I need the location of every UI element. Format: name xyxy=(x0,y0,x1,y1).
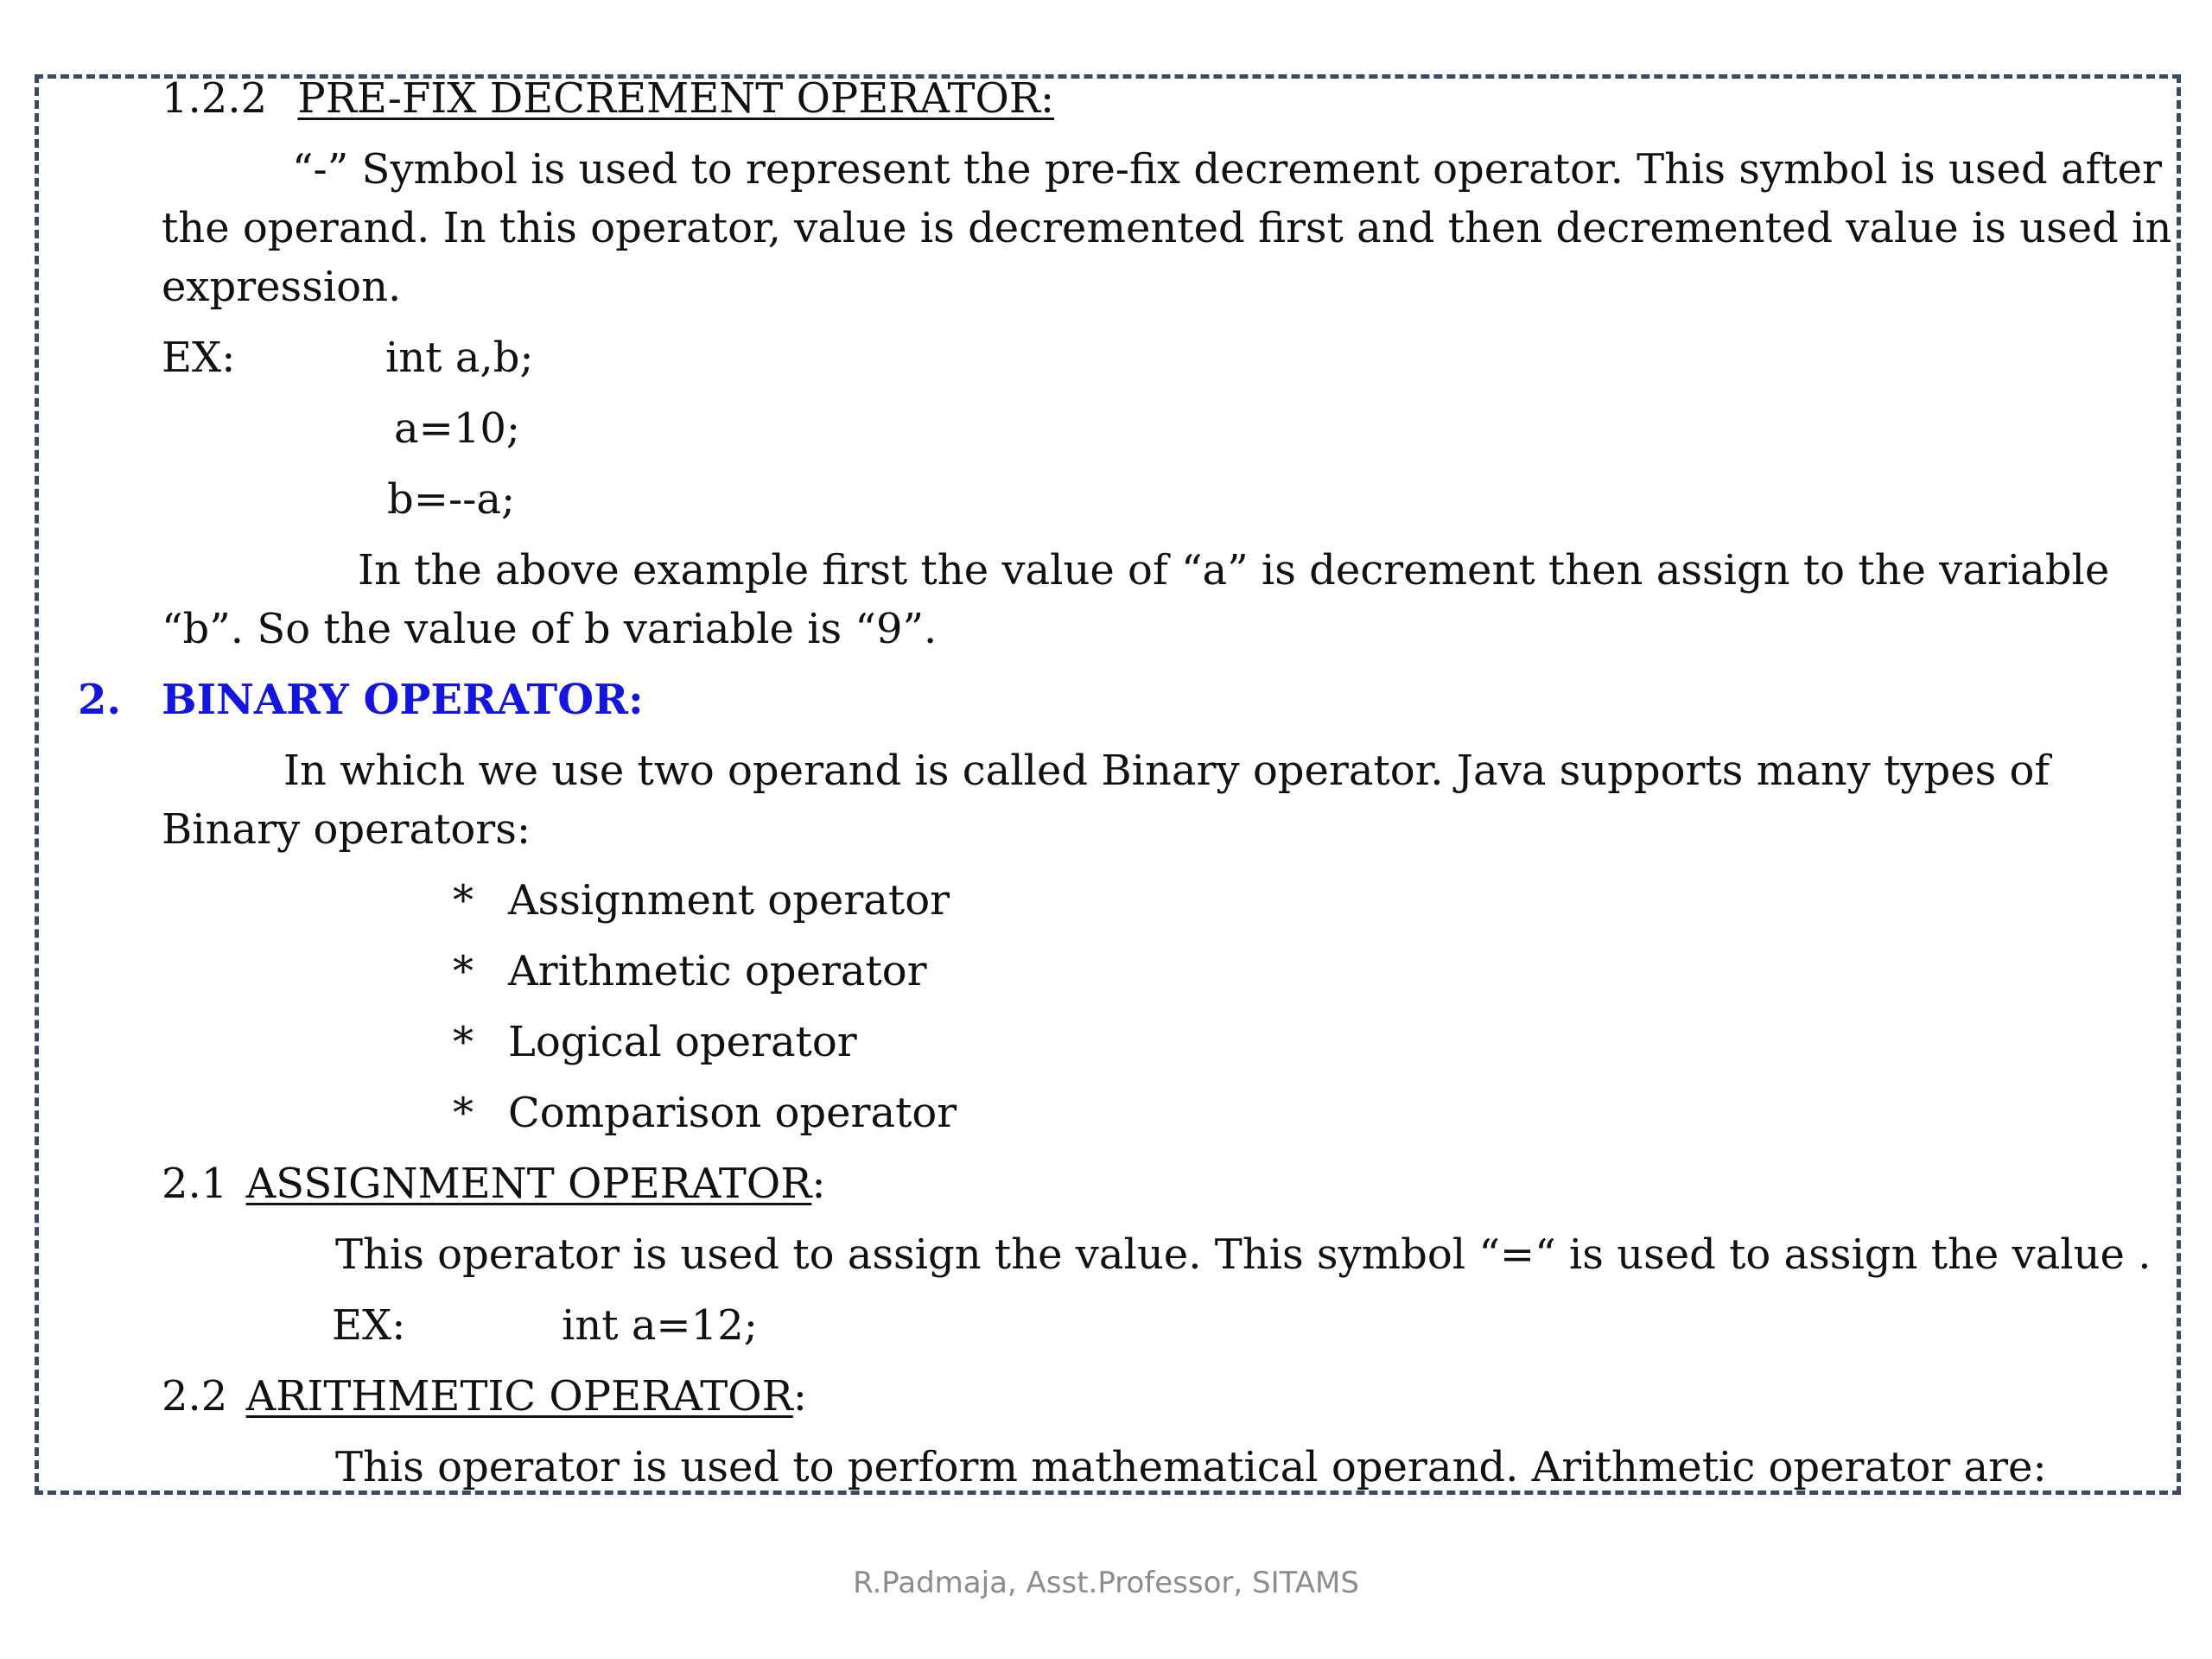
footer-credit: R.Padmaja, Asst.Professor, SITAMS xyxy=(853,1566,1359,1600)
list-item: Logical operator xyxy=(508,1018,857,1066)
section-2-para-line2: Binary operators: xyxy=(162,805,531,854)
section-122-code-line2: a=10; xyxy=(394,404,521,453)
section-122-explain-line1: In the above example first the value of “a” is decrement then assign to the variable xyxy=(358,546,2110,594)
section-22-title: ARITHMETIC OPERATOR xyxy=(245,1372,793,1421)
section-21-ex-label: EX: xyxy=(332,1301,406,1350)
section-122-para-line1: “-” Symbol is used to represent the pre-fix decrement operator. This symbol is used after xyxy=(292,145,2162,194)
section-122-explain-line2: “b”. So the value of b variable is “9”. xyxy=(162,605,938,653)
section-2-number: 2. xyxy=(78,676,122,724)
section-122-para-line3: expression. xyxy=(162,263,402,311)
section-122-ex-label: EX: xyxy=(162,334,236,382)
section-22-number: 2.2 xyxy=(162,1372,228,1421)
bullet-symbol: * xyxy=(453,1018,474,1066)
section-21-title: ASSIGNMENT OPERATOR xyxy=(245,1160,812,1208)
section-21-number: 2.1 xyxy=(162,1160,228,1208)
section-122-para-line2: the operand. In this operator, value is decremented first and then decremented value is used in xyxy=(162,204,2172,252)
section-22-para: This operator is used to perform mathematical operand. Arithmetic operator are: xyxy=(335,1443,2047,1491)
section-22-colon: : xyxy=(792,1372,807,1421)
section-122-code-line1: int a,b; xyxy=(385,334,534,382)
bullet-symbol: * xyxy=(453,947,474,995)
section-2-para-line1: In which we use two operand is called Binary operator. Java supports many types of xyxy=(283,747,2050,795)
section-21-heading xyxy=(162,1158,826,1210)
bullet-symbol: * xyxy=(453,1089,474,1137)
list-item: Assignment operator xyxy=(508,876,950,925)
section-122-code-line3: b=--a; xyxy=(387,475,516,524)
section-21-code: int a=12; xyxy=(562,1301,758,1350)
section-2-title: BINARY OPERATOR: xyxy=(162,676,644,724)
section-21-colon: : xyxy=(811,1160,826,1208)
section-122-title: PRE-FIX DECREMENT OPERATOR: xyxy=(297,74,1055,123)
list-item: Arithmetic operator xyxy=(508,947,927,995)
bullet-symbol: * xyxy=(453,876,474,925)
list-item: Comparison operator xyxy=(508,1089,957,1137)
section-122-number: 1.2.2 xyxy=(162,74,268,123)
section-22-heading xyxy=(162,1370,807,1422)
section-21-para: This operator is used to assign the value. This symbol “=“ is used to assign the value . xyxy=(335,1230,2152,1279)
section-122-heading xyxy=(162,73,1054,124)
